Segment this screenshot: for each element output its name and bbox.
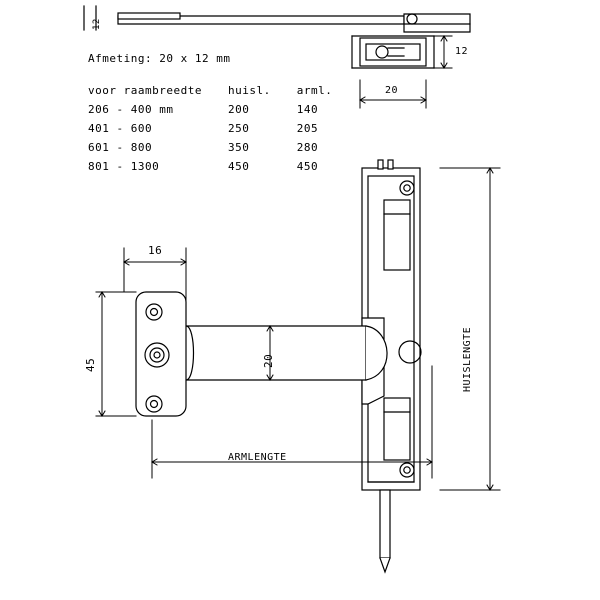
dim-label-arm-20: 20 (262, 353, 275, 368)
cell-arml: 205 (296, 122, 319, 135)
table-header-huisl: huisl. (227, 84, 271, 97)
cell-range: 601 - 800 (88, 141, 153, 154)
table-row (88, 160, 332, 179)
dim-45 (96, 292, 136, 416)
dim-label-right-12: 12 (455, 46, 469, 57)
cell-huisl: 450 (227, 160, 250, 173)
table-header-range: voor raambreedte (88, 84, 202, 97)
cell-arml: 450 (296, 160, 319, 173)
cell-arml: 140 (296, 103, 319, 116)
table-row (88, 141, 332, 160)
top-housing-box (352, 36, 434, 68)
dimension-note: Afmeting: 20 x 12 mm (88, 52, 231, 65)
top-bar-profile (118, 13, 470, 32)
dim-12-right (434, 36, 452, 68)
cell-huisl: 200 (227, 103, 250, 116)
table-row (88, 122, 332, 141)
cell-arml: 280 (296, 141, 319, 154)
table-row (88, 103, 332, 122)
cell-huisl: 250 (227, 122, 250, 135)
cell-range: 401 - 600 (88, 122, 153, 135)
cell-range: 801 - 1300 (88, 160, 160, 173)
dim-label-16: 16 (148, 244, 163, 257)
dim-label-huislengte: HUISLENGTE (462, 326, 473, 392)
dim-label-top-left-12: 12 (92, 18, 102, 30)
mounting-plate (136, 292, 186, 416)
cell-huisl: 350 (227, 141, 250, 154)
dim-label-45: 45 (84, 357, 97, 372)
dim-label-armlengte: ARMLENGTE (228, 452, 287, 463)
size-table (88, 84, 332, 179)
arm-body (186, 326, 387, 380)
table-header-row (88, 84, 332, 103)
table-header-arml: arml. (296, 84, 333, 97)
dim-label-top-20: 20 (385, 85, 399, 96)
cell-range: 206 - 400 mm (88, 103, 174, 116)
